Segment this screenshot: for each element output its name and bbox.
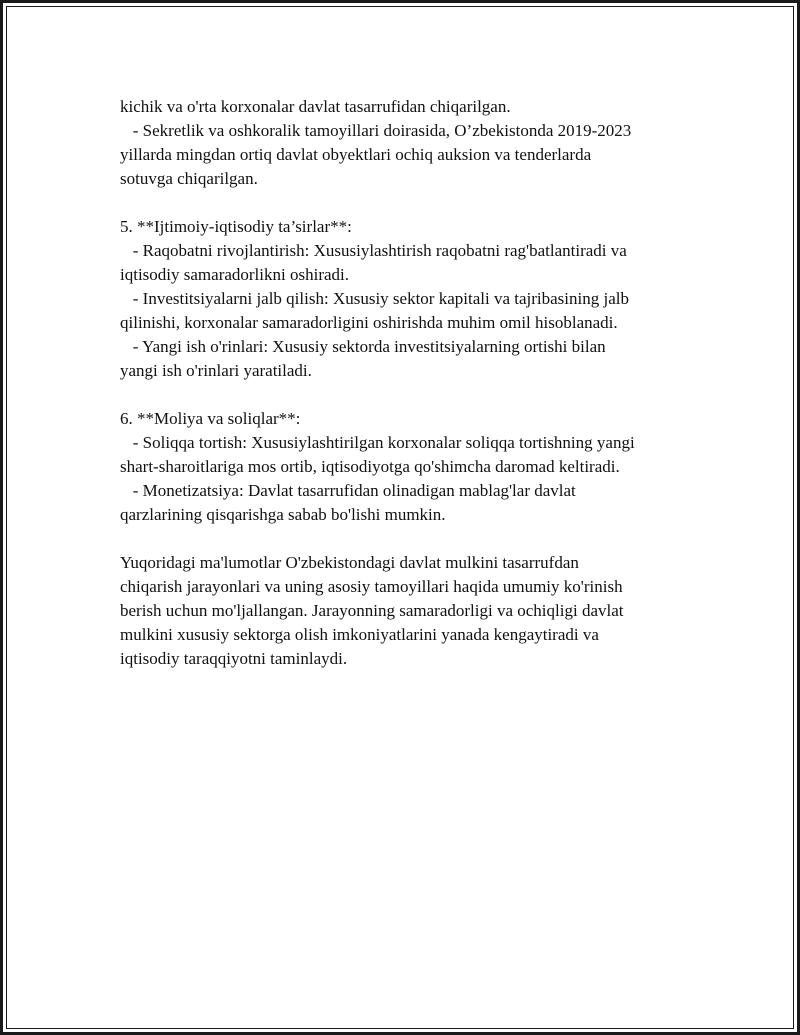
conclusion-line: iqtisodiy taraqqiyotni taminlaydi. bbox=[120, 649, 348, 668]
paragraph-spacer bbox=[120, 383, 720, 407]
section-5-line: qilinishi, korxonalar samaradorligini oshirishda muhim omil hisoblanadi. bbox=[120, 313, 618, 332]
section-5-heading: 5. **Ijtimoiy-iqtisodiy ta’sirlar**: bbox=[120, 217, 352, 236]
paragraph-spacer bbox=[120, 191, 720, 215]
paragraph-spacer bbox=[120, 527, 720, 551]
section-6-line: qarzlarining qisqarishga sabab bo'lishi mumkin. bbox=[120, 505, 446, 524]
conclusion-line: chiqarish jarayonlari va uning asosiy tamoyillari haqida umumiy ko'rinish bbox=[120, 577, 623, 596]
intro-line: kichik va o'rta korxonalar davlat tasarrufidan chiqarilgan. bbox=[120, 97, 511, 116]
conclusion-line: Yuqoridagi ma'lumotlar O'zbekistondagi davlat mulkini tasarrufdan bbox=[120, 553, 579, 572]
section-5-line: - Investitsiyalarni jalb qilish: Xususiy sektor kapitali va tajribasining jalb bbox=[120, 289, 629, 308]
section-5-line: iqtisodiy samaradorlikni oshiradi. bbox=[120, 265, 349, 284]
intro-line: sotuvga chiqarilgan. bbox=[120, 169, 258, 188]
conclusion-line: berish uchun mo'ljallangan. Jarayonning samaradorligi va ochiqligi davlat bbox=[120, 601, 624, 620]
intro-line: - Sekretlik va oshkoralik tamoyillari doirasida, O’zbekistonda 2019-2023 bbox=[120, 121, 632, 140]
intro-line: yillarda mingdan ortiq davlat obyektlari ochiq auksion va tenderlarda bbox=[120, 145, 592, 164]
section-5-line: yangi ish o'rinlari yaratiladi. bbox=[120, 361, 312, 380]
section-6-line: - Monetizatsiya: Davlat tasarrufidan olinadigan mablag'lar davlat bbox=[120, 481, 576, 500]
section-5-line: - Raqobatni rivojlantirish: Xususiylashtirish raqobatni rag'batlantiradi va bbox=[120, 241, 627, 260]
document-body bbox=[120, 95, 720, 671]
section-6-line: - Soliqqa tortish: Xususiylashtirilgan korxonalar soliqqa tortishning yangi bbox=[120, 433, 635, 452]
section-6-heading: 6. **Moliya va soliqlar**: bbox=[120, 409, 301, 428]
section-5-line: - Yangi ish o'rinlari: Xususiy sektorda investitsiyalarning ortishi bilan bbox=[120, 337, 606, 356]
section-6-line: shart-sharoitlariga mos ortib, iqtisodiyotga qo'shimcha daromad keltiradi. bbox=[120, 457, 620, 476]
conclusion-line: mulkini xususiy sektorga olish imkoniyatlarini yanada kengaytiradi va bbox=[120, 625, 599, 644]
